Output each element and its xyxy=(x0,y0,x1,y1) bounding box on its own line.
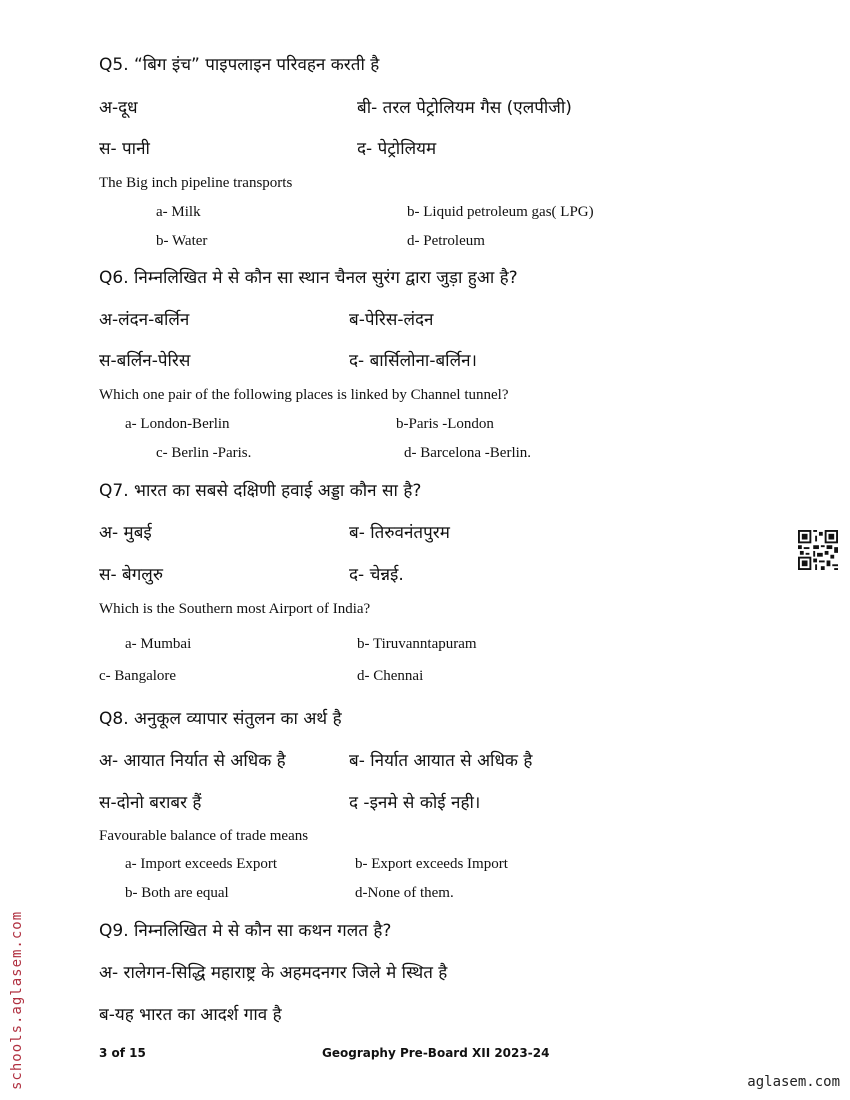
q5-option-a-english: a- Milk xyxy=(156,204,201,220)
q8-option-d-english: d-None of them. xyxy=(355,885,454,901)
q7-option-c-english: c- Bangalore xyxy=(99,668,177,684)
q7-question-english: Which is the Southern most Airport of India? xyxy=(99,601,371,617)
q6-option-b-hindi: ब-पेरिस-लंदन xyxy=(349,310,434,330)
page-number: 3 of 15 xyxy=(99,1046,146,1060)
q7-option-d-hindi: द- चेन्नई. xyxy=(349,565,404,585)
q5-question-english: The Big inch pipeline transports xyxy=(99,175,293,191)
q6-option-d-english: d- Barcelona -Berlin. xyxy=(404,445,532,461)
q8-option-b-english: b- Export exceeds Import xyxy=(355,856,508,872)
side-watermark: schools.aglasem.com xyxy=(9,910,25,1090)
q5-option-d-english: d- Petroleum xyxy=(407,233,485,249)
q6-question-hindi: Q6. निम्नलिखित मे से कौन सा स्थान चैनल सुरंग द्वारा जुड़ा हुआ है? xyxy=(99,268,518,288)
q8-question-hindi: Q8. अनुकूल व्यापार संतुलन का अर्थ है xyxy=(99,709,342,729)
q9-question-hindi: Q9. निम्नलिखित मे से कौन सा कथन गलत है? xyxy=(99,921,392,941)
q6-question-english: Which one pair of the following places is linked by Channel tunnel? xyxy=(99,387,509,403)
document-title: Geography Pre-Board XII 2023-24 xyxy=(322,1046,550,1060)
q8-option-a-hindi: अ- आयात निर्यात से अधिक है xyxy=(99,751,286,771)
corner-watermark: aglasem.com xyxy=(747,1074,840,1090)
q6-option-c-hindi: स-बर्लिन-पेरिस xyxy=(99,351,191,371)
qr-code-icon xyxy=(798,530,838,570)
q7-option-b-hindi: ब- तिरुवनंतपुरम xyxy=(349,523,450,543)
q8-option-a-english: a- Import exceeds Export xyxy=(125,856,278,872)
q5-option-b-english: b- Liquid petroleum gas( LPG) xyxy=(407,204,594,220)
q7-option-d-english: d- Chennai xyxy=(357,668,424,684)
q6-option-d-hindi: द- बार्सिलोना-बर्लिन। xyxy=(349,351,477,371)
q5-option-d-hindi: द- पेट्रोलियम xyxy=(357,139,437,159)
q5-option-c-hindi: स- पानी xyxy=(99,139,150,159)
q8-option-c-english: b- Both are equal xyxy=(125,885,229,901)
q5-question-hindi: Q5. “बिग इंच” पाइपलाइन परिवहन करती है xyxy=(99,55,380,75)
q7-option-a-hindi: अ- मुबई xyxy=(99,523,152,543)
q7-option-c-hindi: स- बेगलुरु xyxy=(99,565,163,585)
q7-option-a-english: a- Mumbai xyxy=(125,636,192,652)
q6-option-a-english: a- London-Berlin xyxy=(125,416,230,432)
q7-option-b-english: b- Tiruvanntapuram xyxy=(357,636,477,652)
q9-option-a-hindi: अ- रालेगन-सिद्धि महाराष्ट्र के अहमदनगर जिले मे स्थित है xyxy=(99,963,448,983)
q8-question-english: Favourable balance of trade means xyxy=(99,828,309,844)
q5-option-a-hindi: अ-दूध xyxy=(99,98,138,118)
q6-option-b-english: b-Paris -London xyxy=(396,416,494,432)
q6-option-c-english: c- Berlin -Paris. xyxy=(156,445,252,461)
q8-option-d-hindi: द -इनमे से कोई नही। xyxy=(349,793,481,813)
q9-option-b-hindi: ब-यह भारत का आदर्श गाव है xyxy=(99,1005,282,1025)
q7-question-hindi: Q7. भारत का सबसे दक्षिणी हवाई अड्डा कौन सा है? xyxy=(99,481,422,501)
q5-option-c-english: b- Water xyxy=(156,233,208,249)
q6-option-a-hindi: अ-लंदन-बर्लिन xyxy=(99,310,190,330)
q8-option-c-hindi: स-दोनो बराबर हैं xyxy=(99,793,202,813)
q5-option-b-hindi: बी- तरल पेट्रोलियम गैस (एलपीजी) xyxy=(357,98,572,118)
q8-option-b-hindi: ब- निर्यात आयात से अधिक है xyxy=(349,751,533,771)
